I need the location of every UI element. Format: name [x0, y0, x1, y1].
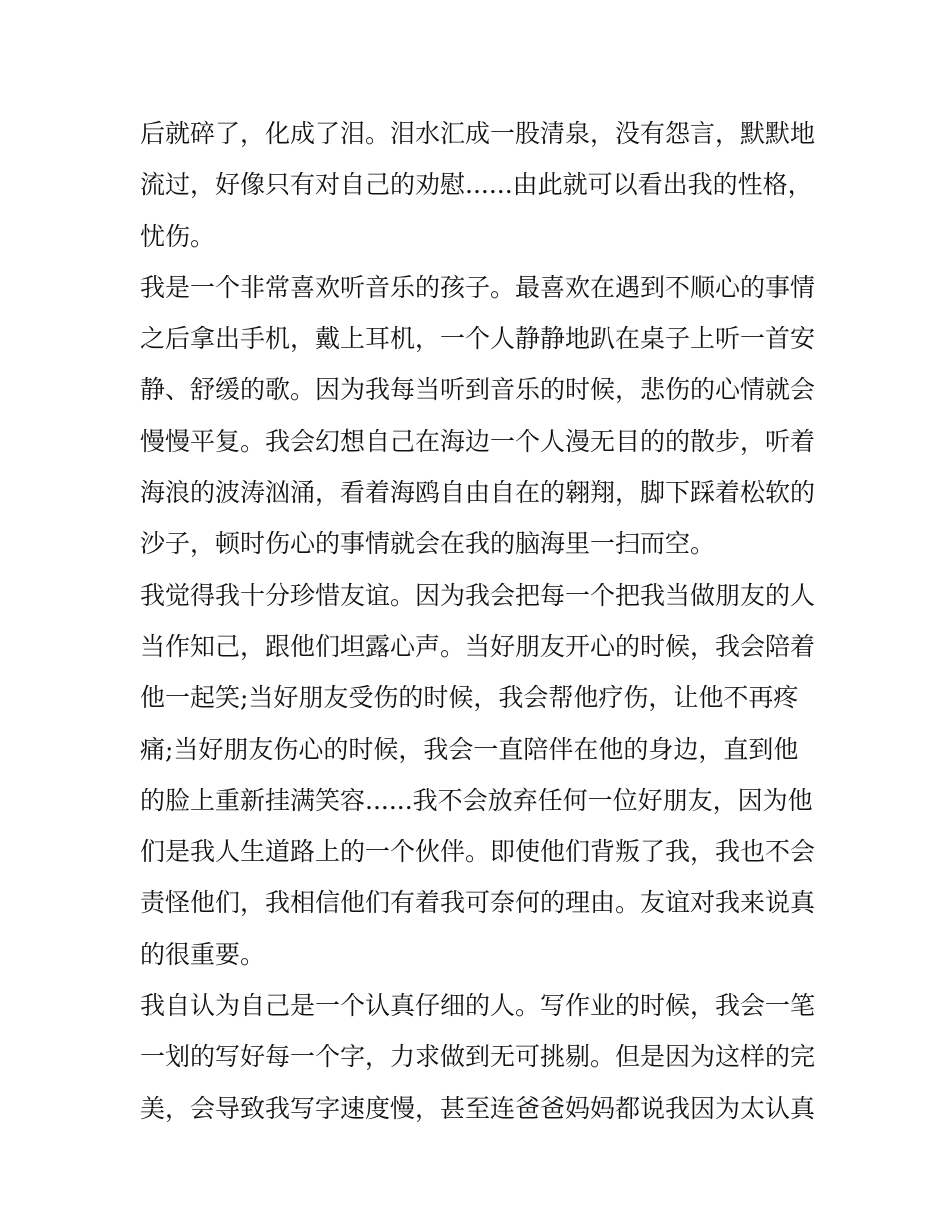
- text-line: 当作知己，跟他们坦露心声。当好朋友开心的时候，我会陪着: [140, 631, 816, 661]
- text-line: 沙子，顿时伤心的事情就会在我的脑海里一扫而空。: [140, 529, 716, 559]
- body-text: [140, 108, 820, 1134]
- text-line: 静、舒缓的歌。因为我每当听到音乐的时候，悲伤的心情就会: [140, 375, 816, 405]
- text-line: 他一起笑;当好朋友受伤的时候，我会帮他疗伤，让他不再疼: [140, 683, 799, 713]
- text-line: 责怪他们，我相信他们有着我可奈何的理由。友谊对我来说真: [140, 888, 816, 918]
- text-line: 我自认为自己是一个认真仔细的人。写作业的时候，我会一笔: [140, 991, 816, 1021]
- text-line: 的脸上重新挂满笑容......我不会放弃任何一位好朋友，因为他: [140, 785, 813, 815]
- text-line: 们是我人生道路上的一个伙伴。即使他们背叛了我，我也不会: [140, 837, 816, 867]
- text-line: 一划的写好每一个字，力求做到无可挑剔。但是因为这样的完: [140, 1042, 816, 1072]
- text-line: 美，会导致我写字速度慢，甚至连爸爸妈妈都说我因为太认真: [140, 1093, 816, 1123]
- text-line: 我觉得我十分珍惜友谊。因为我会把每一个把我当做朋友的人: [140, 580, 816, 610]
- text-line: 痛;当好朋友伤心的时候，我会一直陪伴在他的身边，直到他: [140, 734, 799, 764]
- text-line: 忧伤。: [140, 221, 216, 251]
- text-line: 之后拿出手机，戴上耳机，一个人静静地趴在桌子上听一首安: [140, 324, 816, 354]
- text-line: 慢慢平复。我会幻想自己在海边一个人漫无目的的散步，听着: [140, 426, 816, 456]
- text-line: 后就碎了，化成了泪。泪水汇成一股清泉，没有怨言，默默地: [140, 119, 816, 148]
- text-line: 我是一个非常喜欢听音乐的孩子。最喜欢在遇到不顺心的事情: [140, 272, 816, 302]
- text-line: 流过，好像只有对自己的劝慰......由此就可以看出我的性格，: [140, 170, 813, 200]
- text-line: 海浪的波涛汹涌，看着海鸥自由自在的翱翔，脚下踩着松软的: [140, 478, 816, 508]
- text-line: 的很重要。: [140, 939, 266, 969]
